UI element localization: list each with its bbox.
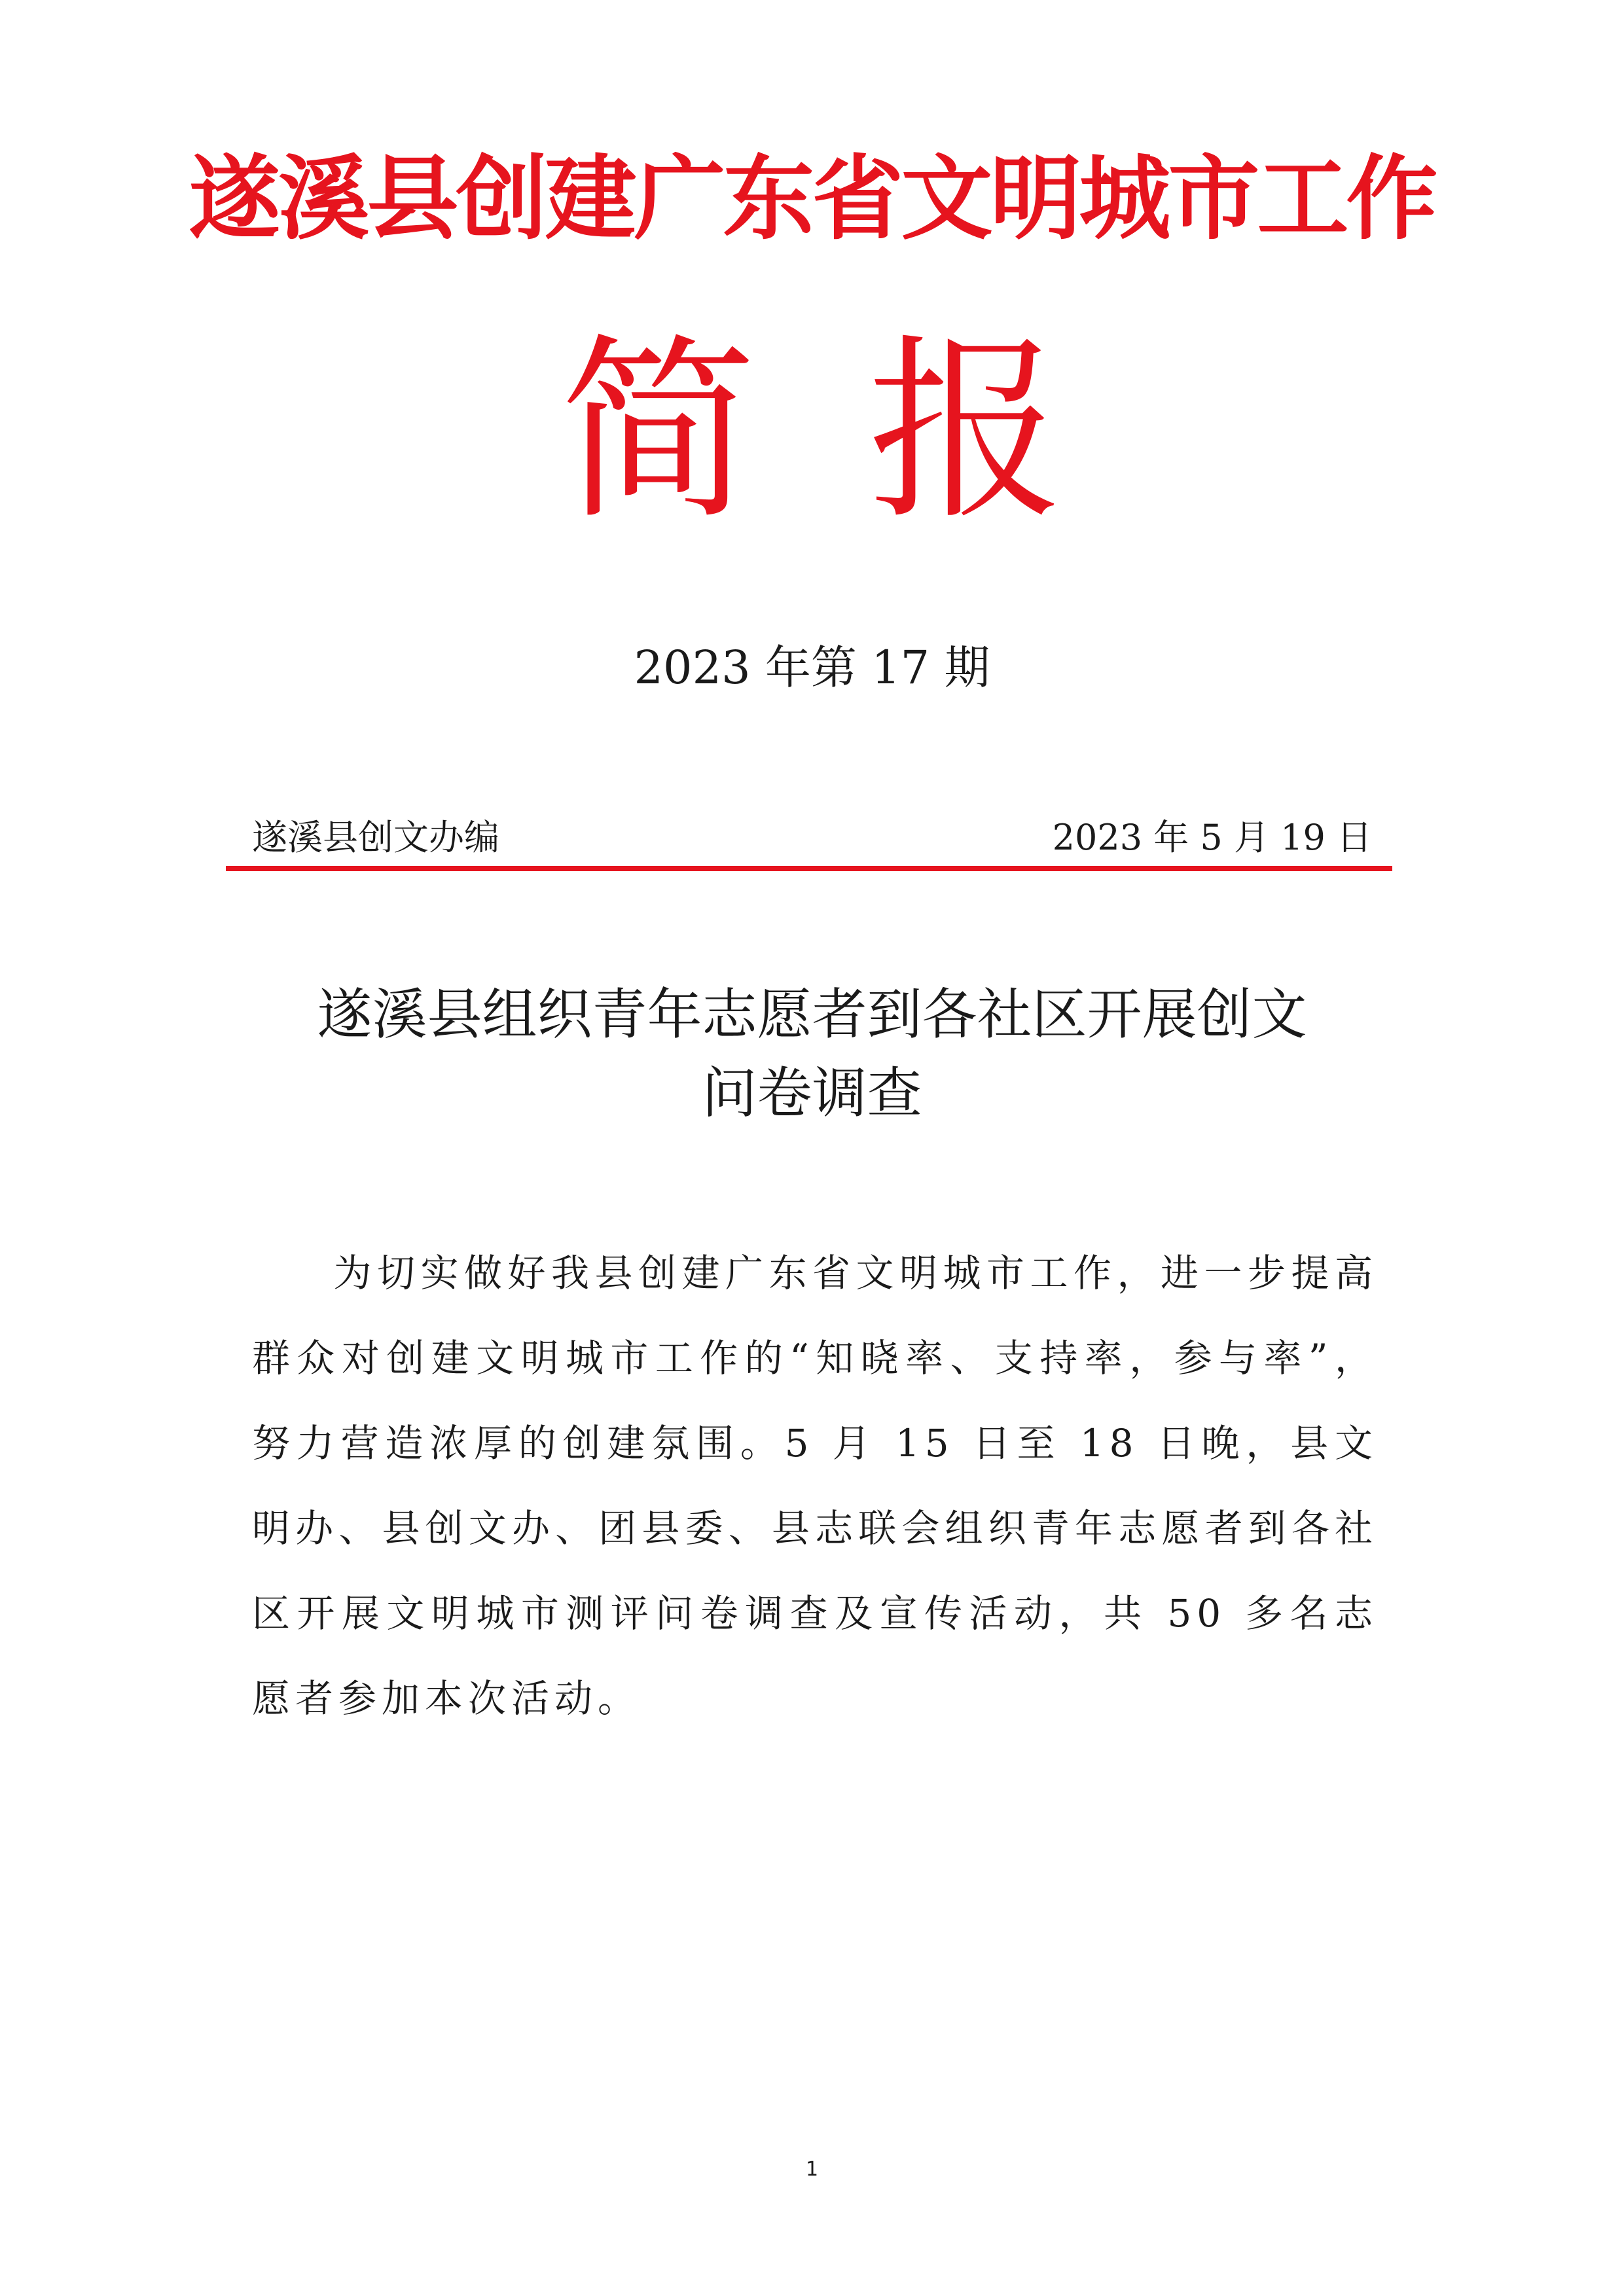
paragraph-1: 为切实做好我县创建广东省文明城市工作，进一步提高群众对创建文明城市工作的“知晓率、支持率，参与率”，努力营造浓厚的创建氛围。5 月 15 日至 18 日晚，县文明办、县创文办、团县委、县志联会组织青年志愿者到各社区开展文明城市测评问卷调查及宣传活动，共 50 多名志愿者参加本次活动。 bbox=[252, 1251, 1378, 1721]
article-headline bbox=[0, 975, 1624, 1132]
article-body bbox=[252, 1230, 1378, 1741]
masthead-title-char-2: 报 bbox=[867, 317, 1064, 546]
red-divider bbox=[226, 866, 1392, 871]
page-number: 1 bbox=[805, 2158, 819, 2181]
issue-number: 2023 年第 17 期 bbox=[634, 641, 990, 694]
publish-date: 2023 年 5 月 19 日 bbox=[1052, 817, 1372, 858]
editor-label: 遂溪县创文办编 bbox=[252, 817, 499, 858]
headline-line-1: 遂溪县组织青年志愿者到各社区开展创文 bbox=[317, 982, 1307, 1047]
masthead-organization: 遂溪县创建广东省文明城市工作 bbox=[189, 146, 1435, 253]
masthead-title-char-1: 简 bbox=[560, 317, 757, 546]
masthead-title bbox=[0, 311, 1624, 553]
masthead-title-gap bbox=[757, 311, 868, 553]
headline-line-2: 问卷调查 bbox=[702, 1061, 922, 1125]
